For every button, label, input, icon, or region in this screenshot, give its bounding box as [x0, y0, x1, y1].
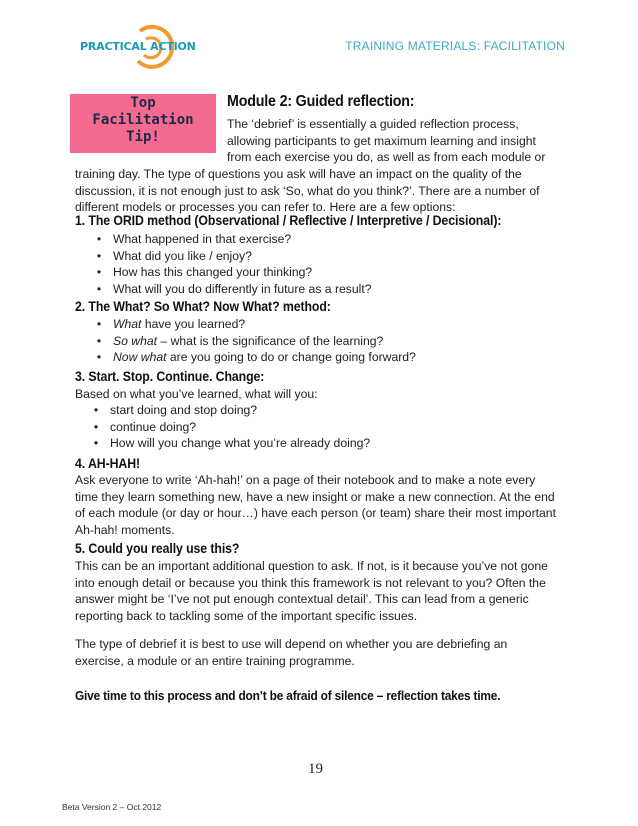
paragraph-line: time they learn something new, have a new insight or make a new connection. At the end — [75, 489, 555, 504]
module-title: Module 2: Guided reflection: — [227, 93, 415, 110]
list-item: • What did you like / enjoy? — [75, 248, 372, 265]
section-heading-what: 2. The What? So What? Now What? method: — [75, 299, 331, 314]
bullet-icon: • — [96, 232, 102, 246]
list-item: • What have you learned? — [75, 316, 416, 333]
paragraph-line: Ah-hah! moments. — [75, 522, 175, 537]
intro-full-text — [75, 166, 540, 216]
section-heading-start: 3. Start. Stop. Continue. Change: — [75, 369, 265, 384]
bullet-icon: • — [96, 350, 102, 365]
intro-right-text — [227, 116, 567, 166]
list-item: • continue doing? — [72, 419, 370, 436]
paragraph-line: The type of debrief it is best to use will depend on whether you are debriefing an — [75, 637, 508, 651]
document-header-title: TRAINING MATERIALS: FACILITATION — [345, 39, 565, 53]
closing-statement: Give time to this process and don’t be afraid of silence – reflection takes time. — [75, 688, 501, 703]
intro-line: training day. The type of questions you ask will have an impact on the quality of the — [75, 167, 522, 181]
bullet-icon: • — [93, 436, 99, 451]
intro-line: discussion, it is not enough just to ask ‘So, what do you think?’. There are a number of — [75, 183, 540, 198]
bullet-icon: • — [96, 281, 102, 296]
use-paragraph — [75, 558, 548, 624]
paragraph-line: of each module (or day or hour…) have each person (or team) share their most important — [75, 506, 556, 521]
intro-line: different models or processes you can refer to. Here are a few options: — [75, 200, 456, 215]
logo-text: PRACTICAL ACTION — [80, 40, 196, 53]
debrief-type-paragraph — [75, 636, 507, 669]
bullet-icon: • — [96, 265, 102, 280]
list-item: • What will you do differently in future as a result? — [75, 281, 372, 298]
start-intro: Based on what you’ve learned, what will you: — [75, 387, 318, 401]
paragraph-line: answer might be ‘I’ve not put enough contextual detail’. This can lead from a generic — [75, 592, 529, 607]
section-heading-orid: 1. The ORID method (Observational / Reflective / Interpretive / Decisional): — [75, 213, 502, 228]
start-list — [72, 402, 370, 452]
top-tip-badge — [70, 94, 216, 153]
practical-action-logo — [66, 21, 196, 71]
tip-line-2: Facilitation — [92, 112, 194, 128]
footer-version: Beta Version 2 – Oct 2012 — [62, 802, 162, 812]
section-heading-ahhah: 4. AH-HAH! — [75, 456, 141, 471]
bullet-icon: • — [96, 333, 102, 348]
list-item: • So what – what is the significance of the learning? — [75, 333, 416, 350]
orid-list — [75, 231, 372, 297]
paragraph-line: into enough detail or because you think this framework is not relevant to you? Often the — [75, 575, 546, 590]
paragraph-line: reporting back to tackling some of the important specific issues. — [75, 608, 418, 623]
list-item: • start doing and stop doing? — [72, 402, 370, 419]
paragraph-line: exercise, a module or an entire training programme. — [75, 653, 355, 668]
bullet-icon: • — [96, 317, 102, 331]
list-item: • How will you change what you’re already doing? — [72, 435, 370, 452]
bullet-icon: • — [96, 248, 102, 263]
section-heading-use: 5. Could you really use this? — [75, 541, 240, 556]
paragraph-line: Ask everyone to write ‘Ah-hah!’ on a page of their notebook and to make a note every — [75, 473, 536, 487]
bullet-icon: • — [93, 419, 99, 434]
list-item: • Now what are you going to do or change going forward? — [75, 349, 416, 366]
intro-line: allowing participants to get maximum learning and insight — [227, 133, 536, 148]
page-number: 19 — [308, 761, 323, 777]
what-list — [75, 316, 416, 366]
intro-line: from each exercise you do, as well as from each module or — [227, 150, 546, 165]
paragraph-line: This can be an important additional question to ask. If not, is it because you’ve not gone — [75, 559, 548, 573]
intro-line: The ‘debrief’ is essentially a guided reflection process, — [227, 117, 519, 131]
ahhah-paragraph — [75, 472, 556, 538]
tip-line-1: Top — [130, 95, 156, 111]
bullet-icon: • — [93, 403, 99, 417]
list-item: • What happened in that exercise? — [75, 231, 372, 248]
tip-line-3: Tip! — [126, 129, 160, 145]
list-item: • How has this changed your thinking? — [75, 264, 372, 281]
